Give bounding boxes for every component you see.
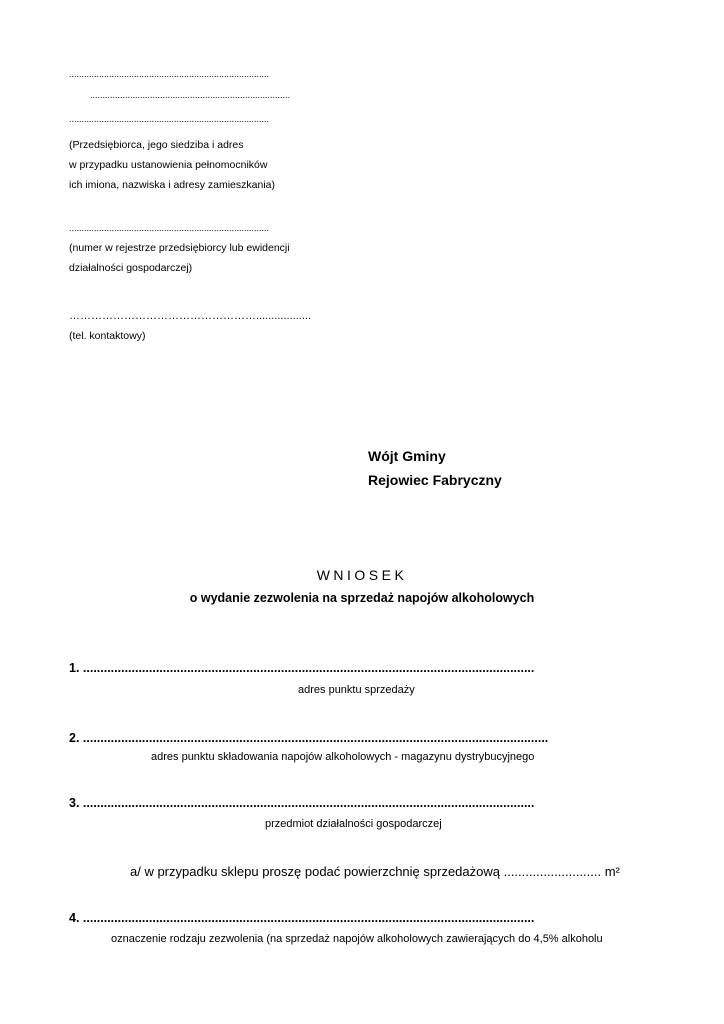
item-1-line: 1. .................................................................................................................................. (69, 661, 535, 675)
registry-desc-line-1: (numer w rejestrze przedsiębiorcy lub ewidencji (69, 242, 290, 254)
registry-dots-line: ................................................................................ (69, 223, 270, 233)
item-2-caption: adres punktu składowania napojów alkoholowych - magazynu dystrybucyjnego (151, 751, 535, 763)
phone-label: (tel. kontaktowy) (69, 330, 146, 342)
item-4-caption: oznaczenie rodzaju zezwolenia (na sprzedaż napojów alkoholowych zawierających do 4,5% alkoholu (111, 933, 603, 945)
item-2-line: 2. ...................................................................................................................................... (69, 731, 549, 745)
phone-dots-line: …………………………………………….................. (69, 310, 312, 322)
applicant-desc-line-2: w przypadku ustanowienia pełnomocników (69, 159, 268, 171)
applicant-dots-line-3: ................................................................................ (69, 114, 270, 124)
item-1-caption: adres punktu sprzedaży (298, 684, 415, 696)
item-4-line: 4. .................................................................................................................................. (69, 911, 535, 925)
document-title: WNIOSEK (316, 567, 408, 583)
document-subtitle: o wydanie zezwolenia na sprzedaż napojów alkoholowych (189, 591, 535, 605)
shop-area-line: a/ w przypadku sklepu proszę podać powierzchnię sprzedażową ........................... m² (130, 864, 620, 879)
applicant-desc-line-3: ich imiona, nazwiska i adresy zamieszkania) (69, 179, 275, 191)
applicant-desc-line-1: (Przedsiębiorca, jego siedziba i adres (69, 139, 244, 151)
item-3-caption: przedmiot działalności gospodarczej (265, 818, 442, 830)
applicant-dots-line-2: ................................................................................ (90, 90, 291, 100)
applicant-dots-line-1: ................................................................................ (69, 69, 270, 79)
item-3-line: 3. .................................................................................................................................. (69, 796, 535, 810)
recipient-line-2: Rejowiec Fabryczny (368, 472, 502, 488)
registry-desc-line-2: działalności gospodarczej) (69, 262, 193, 274)
recipient-line-1: Wójt Gminy (368, 448, 446, 464)
